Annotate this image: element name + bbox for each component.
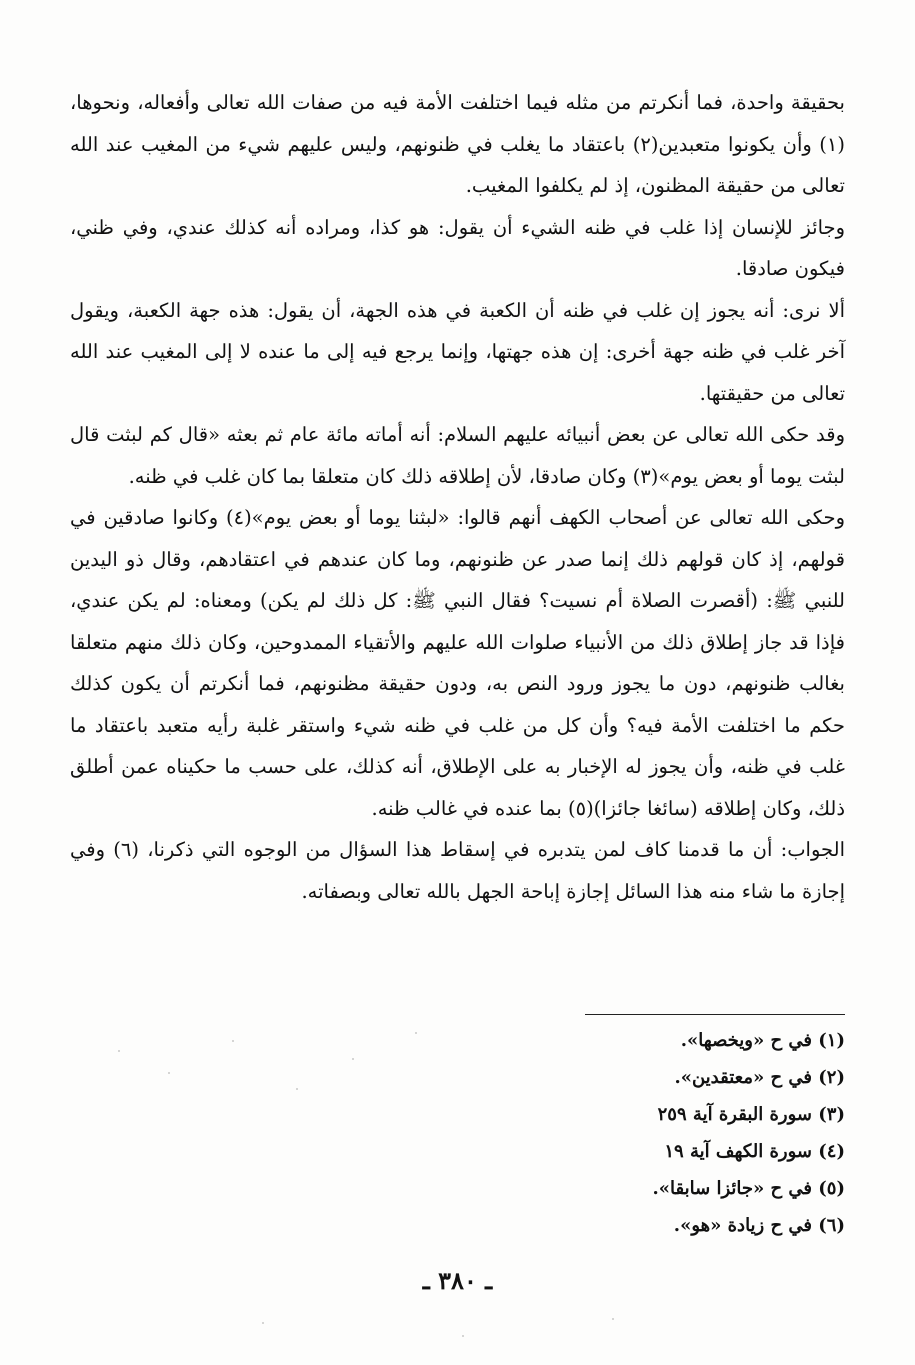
footnote-5: (٥) في ح «جائزا سابقا». — [652, 1178, 845, 1199]
scan-speck — [296, 1088, 298, 1090]
footnote-divider — [585, 1014, 845, 1015]
scan-speck — [232, 1040, 234, 1042]
scan-speck — [168, 1072, 170, 1074]
paragraph-5: وحكى الله تعالى عن أصحاب الكهف أنهم قالوا: «لبثنا يوما أو بعض يوم»(٤) وكانوا صادقين في قولهم، إذ كان قولهم ذلك إنما صدر عن ظنونهم، وما كان عندهم في اعتقادهم، وقال ذو اليدين للنبي ﷺ: (أقصرت الصلاة أم نسيت؟ فقال النبي ﷺ: كل ذلك لم يكن) ومعناه: لم يكن عندي، فإذا قد جاز إطلاق ذلك من الأنبياء صلوات الله عليهم والأتقياء الممدوحين، وكان ذلك منهم متعلقا بغالب ظنونهم، دون ما يجوز ورود النص به، ودون حقيقة مظنونهم، فما أنكرتم أن يكون كذلك حكم ما اختلفت الأمة فيه؟ وأن كل من غلب في ظنه شيء واستقر غلبة رأيه متعبد باعتقاد ما غلب في ظنه، وأن يجوز له الإخبار به على الإطلاق، أنه كذلك، على حسب ما حكيناه عمن أطلق ذلك، وكان إطلاقه (سائغا جائزا)(٥) بما عنده في غالب ظنه. — [70, 506, 845, 820]
footnote-6: (٦) في ح زيادة «هو». — [673, 1215, 845, 1236]
paragraph-6: الجواب: أن ما قدمنا كاف لمن يتدبره في إسقاط هذا السؤال من الوجوه التي ذكرنا، (٦) وفي إجازة ما شاء منه هذا السائل إجازة إباحة الجهل بالله تعالى وبصفاته. — [70, 838, 845, 903]
scan-speck — [262, 1322, 264, 1324]
paragraph-4: وقد حكى الله تعالى عن بعض أنبيائه عليهم السلام: أنه أماته مائة عام ثم بعثه «قال كم لبثت قال لبثت يوما أو بعض يوم»(٣) وكان صادقا، لأن إطلاقه ذلك كان متعلقا بما كان غلب في ظنه. — [70, 423, 845, 488]
paragraph-3: ألا نرى: أنه يجوز إن غلب في ظنه أن الكعبة في هذه الجهة، أن يقول: هذه جهة الكعبة، ويقول آخر غلب في ظنه جهة أخرى: إن هذه جهتها، وإنما يرجع فيه إلى ما عنده لا إلى المغيب عند الله تعالى من حقيقتها. — [70, 298, 845, 405]
footnote-1: (١) في ح «ويخصها». — [680, 1030, 845, 1051]
scan-speck — [415, 1032, 417, 1034]
scan-speck — [462, 1335, 464, 1337]
footnote-4: (٤) سورة الكهف آية ١٩ — [664, 1141, 845, 1162]
page-number: ـ ٣٨٠ ـ — [422, 1266, 493, 1295]
paragraph-2: وجائز للإنسان إذا غلب في ظنه الشيء أن يقول: هو كذا، ومراده أنه كذلك عندي، وفي ظني، فيكون صادقا. — [70, 215, 845, 280]
footnotes-list — [445, 1022, 845, 1244]
main-text — [70, 82, 845, 912]
footnote-3: (٣) سورة البقرة آية ٢٥٩ — [657, 1104, 845, 1125]
footnote-2: (٢) في ح «معتقدين». — [674, 1067, 845, 1088]
scan-speck — [612, 1318, 614, 1320]
scan-speck — [118, 1050, 120, 1052]
paragraph-1: بحقيقة واحدة، فما أنكرتم من مثله فيما اختلفت الأمة فيه من صفات الله تعالى وأفعاله، ونحوها، (١) وأن يكونوا متعبدين(٢) باعتقاد ما يغلب في ظنونهم، وليس عليهم شيء من المغيب عند الله تعالى من حقيقة المظنون، إذ لم يكلفوا المغيب. — [70, 91, 845, 197]
scan-speck — [352, 1058, 354, 1060]
